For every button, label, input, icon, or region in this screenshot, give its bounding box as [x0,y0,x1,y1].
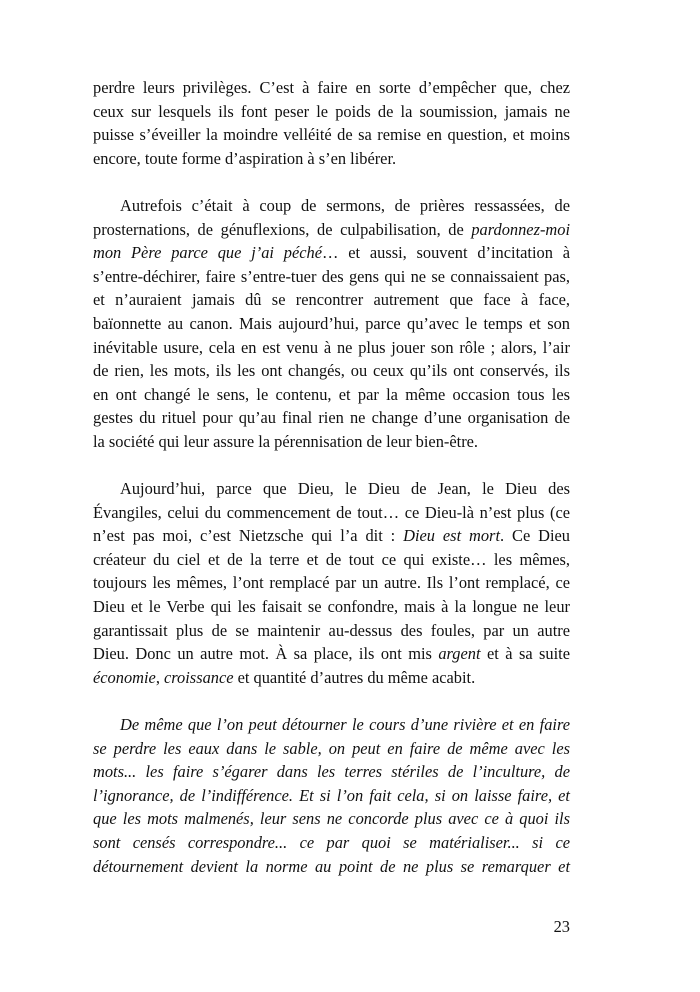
text-line [93,430,570,454]
text-segment: encore, toute forme d’aspiration à s’en libérer. [93,148,397,168]
paragraph [93,477,570,689]
text-segment: toujours les mêmes, l’ont remplacé par un autre. Ils l’ont remplacé, ce [93,573,570,593]
text-segment: garantissait plus de se maintenir au-dessus des foules, par un autre [93,620,570,640]
text-line [93,312,570,336]
text-line [93,831,570,855]
text-segment: Dieu. Donc un autre mot. À sa place, ils ont mis [93,644,439,664]
text-line [93,642,570,666]
paragraph [93,194,570,454]
italic-text: croissance [164,667,234,687]
italic-text: Dieu est mort [403,526,500,546]
text-line [93,619,570,643]
italic-text: que les mots malmenés, leur sens ne concorde plus avec ce à quoi ils [93,809,570,829]
text-segment: et n’auraient jamais dû se rencontrer autrement que face à face, [93,290,570,310]
text-line [93,218,570,242]
italic-text: mots... les faire s’égarer dans les terres stériles de l’inculture, de [93,762,570,782]
text-segment: Aujourd’hui, parce que Dieu, le Dieu de Jean, le Dieu des [120,479,570,499]
text-line [93,713,570,737]
text-line [93,807,570,831]
text-segment: gestes du rituel pour qu’au final rien ne change d’une organisation de [93,408,570,428]
text-line [93,359,570,383]
italic-text: l’ignorance, de l’indifférence. Et si l’on fait cela, si on laisse faire, et [93,785,570,805]
italic-text: mon Père parce que j’ai péché [93,243,322,263]
italic-text: pardonnez-moi [471,219,570,239]
text-line [93,595,570,619]
text-line [93,501,570,525]
text-line [93,194,570,218]
text-segment: perdre leurs privilèges. C’est à faire en sorte d’empêcher que, chez [93,78,570,97]
italic-text: argent [438,644,481,664]
text-line [93,241,570,265]
text-line [93,855,570,879]
text-segment: créateur du ciel et de la terre et de tout ce qui existe… les mêmes, [93,549,570,569]
text-segment: , [155,667,165,687]
text-segment: n’est pas moi, c’est Nietzsche qui l’a dit : [93,526,404,546]
text-segment: prosternations, de génuflexions, de culpabilisation, de [93,219,472,239]
text-segment: . Ce Dieu [500,526,570,546]
italic-text: se perdre les eaux dans le sable, on peut en faire de même avec les [93,738,570,758]
text-line [93,288,570,312]
text-line [93,548,570,572]
text-line [93,265,570,289]
text-line [93,76,570,100]
italic-text: sont censés correspondre... ce par quoi se matérialiser... si ce [93,833,570,852]
text-segment: Autrefois c’était à coup de sermons, de prières ressassées, de [120,195,570,215]
text-segment: la société qui leur assure la pérennisation de leur bien-être. [93,431,479,451]
text-line [93,666,570,690]
text-line [93,123,570,147]
text-segment: Dieu et le Verbe qui les faisait se confondre, mais à la longue ne leur [93,597,570,617]
page-body [93,76,570,902]
text-segment: et à sa suite [480,644,570,664]
text-line [93,571,570,595]
text-line [93,760,570,784]
text-line [93,336,570,360]
text-line [93,147,570,171]
text-segment: Évangiles, celui du commencement de tout… ce Dieu-là n’est plus (ce [93,502,570,522]
italic-text: détournement devient la norme au point de ne plus se remarquer et [93,856,570,876]
text-line [93,477,570,501]
text-line [93,737,570,761]
text-segment: en ont changé le sens, le contenu, et par la même occasion tous les [93,384,570,404]
text-segment: … et aussi, souvent d’incitation à [322,243,570,263]
page-number: 23 [553,917,570,936]
text-line [93,406,570,430]
text-segment: baïonnette au canon. Mais aujourd’hui, parce qu’avec le temps et son [93,313,570,333]
text-line [93,784,570,808]
italic-text: économie [93,667,156,687]
text-segment: puisse s’éveiller la moindre velléité de sa remise en question, et moins [93,125,570,145]
text-segment: s’entre-déchirer, faire s’entre-tuer des gens qui ne se connaissaient pas, [93,266,570,286]
paragraph [93,713,570,878]
italic-text: De même que l’on peut détourner le cours d’une rivière et en faire [120,715,570,735]
text-segment: ceux sur lesquels ils font peser le poids de la soumission, jamais ne [93,101,570,121]
text-line [93,524,570,548]
text-segment: et quantité d’autres du même acabit. [233,667,476,687]
text-line [93,383,570,407]
paragraph [93,76,570,170]
text-segment: de rien, les mots, ils les ont changés, ou ceux qu’ils ont conservés, ils [93,361,570,381]
text-line [93,100,570,124]
text-segment: inévitable usure, cela en est venu à ne plus jouer son rôle ; alors, l’air [93,337,570,357]
